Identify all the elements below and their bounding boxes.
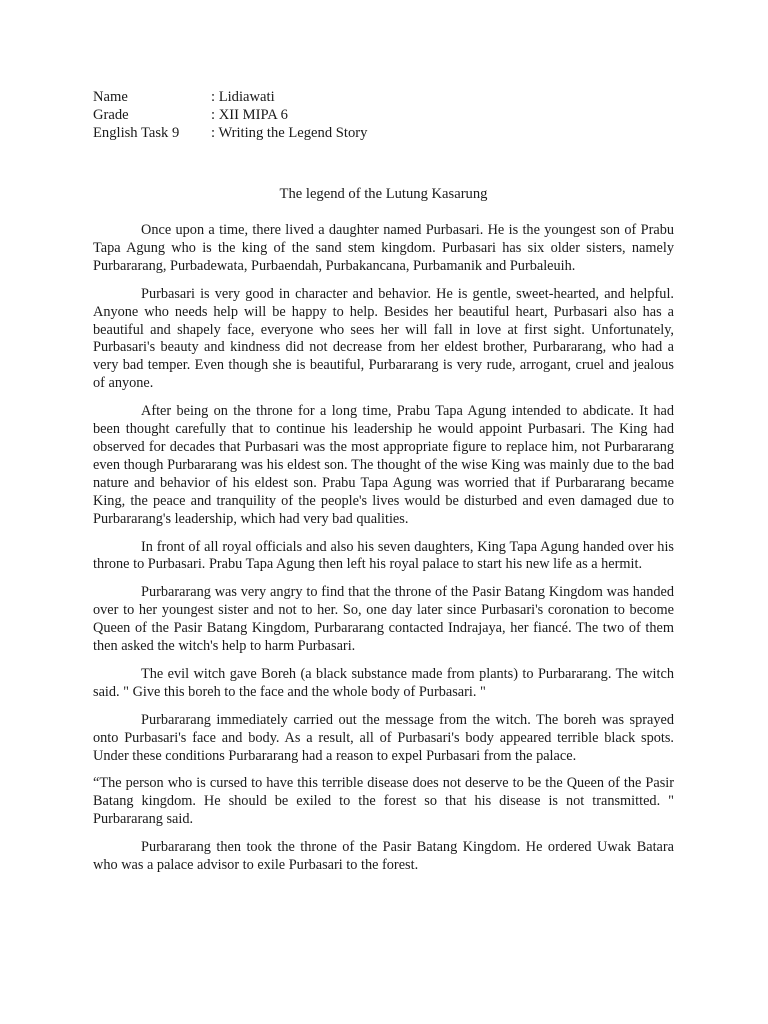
grade-label: Grade [93, 107, 129, 123]
student-info [93, 88, 674, 142]
name-value: : Lidiawati [211, 89, 275, 105]
paragraph-9: Purbararang then took the throne of the Pasir Batang Kingdom. He ordered Uwak Batara who was a palace advisor to exile Purbasari to the forest. [93, 839, 674, 874]
paragraph-6: The evil witch gave Boreh (a black substance made from plants) to Purbararang. The witch said. " Give this boreh to the face and the whole body of Purbasari. " [93, 665, 674, 700]
task-value: : Writing the Legend Story [211, 125, 368, 141]
name-label: Name [93, 89, 128, 105]
paragraph-5: Purbararang was very angry to find that the throne of the Pasir Batang Kingdom was handed over to her youngest sister and not to her. So, one day later since Purbasari's coronation to become Queen of the Pasir Batang Kingdom, Purbararang contacted Indrajaya, her fiancé. The two of them then asked the witch's help to harm Purbasari. [93, 584, 674, 655]
task-row [93, 124, 674, 142]
grade-row [93, 106, 674, 124]
paragraph-2: Purbasari is very good in character and behavior. He is gentle, sweet-hearted, and helpful. Anyone who needs help will be happy to help. Besides her beautiful heart, Purbasari also has a beautiful and shapely face, everyone who sees her will fall in love at first sight. Unfortunately, Purbasari's beauty and kindness did not decrease from her eldest brother, Purbararang, who had a very bad temper. Even though she is beautiful, Purbararang is very rude, arrogant, cruel and jealous of anyone. [93, 285, 674, 392]
name-row [93, 88, 674, 106]
paragraph-8: “The person who is cursed to have this terrible disease does not deserve to be the Queen of the Pasir Batang kingdom. He should be exiled to the forest so that his disease is not transmitted. " Purbararang said. [93, 775, 674, 828]
paragraph-3: After being on the throne for a long time, Prabu Tapa Agung intended to abdicate. It had been thought carefully that to continue his leadership he would appoint Purbasari. The King had observed for decades that Purbasari was the most appropriate figure to replace him, not Purbararang even though Purbararang was his eldest son. The thought of the wise King was mainly due to the bad nature and behavior of his eldest son. Prabu Tapa Agung was worried that if Purbararang became King, the peace and tranquility of the people's lives would be disturbed and even damaged due to Purbararang's leadership, which had very bad qualities. [93, 403, 674, 527]
story-body [93, 222, 674, 875]
task-label: English Task 9 [93, 125, 180, 141]
paragraph-1: Once upon a time, there lived a daughter named Purbasari. He is the youngest son of Prabu Tapa Agung who is the king of the sand stem kingdom. Purbasari has six older sisters, namely Purbararang, Purbadewata, Purbaendah, Purbakancana, Purbamanik and Purbaleuih. [93, 222, 674, 274]
story-title: The legend of the Lutung Kasarung [279, 186, 488, 202]
grade-value: : XII MIPA 6 [211, 107, 288, 123]
paragraph-4: In front of all royal officials and also his seven daughters, King Tapa Agung handed over his throne to Purbasari. Prabu Tapa Agung then left his royal palace to start his new life as a hermit. [93, 538, 674, 573]
paragraph-7: Purbararang immediately carried out the message from the witch. The boreh was sprayed onto Purbasari's face and body. As a result, all of Purbasari's body appeared terrible black spots. Under these conditions Purbararang had a reason to expel Purbasari from the palace. [93, 711, 674, 764]
